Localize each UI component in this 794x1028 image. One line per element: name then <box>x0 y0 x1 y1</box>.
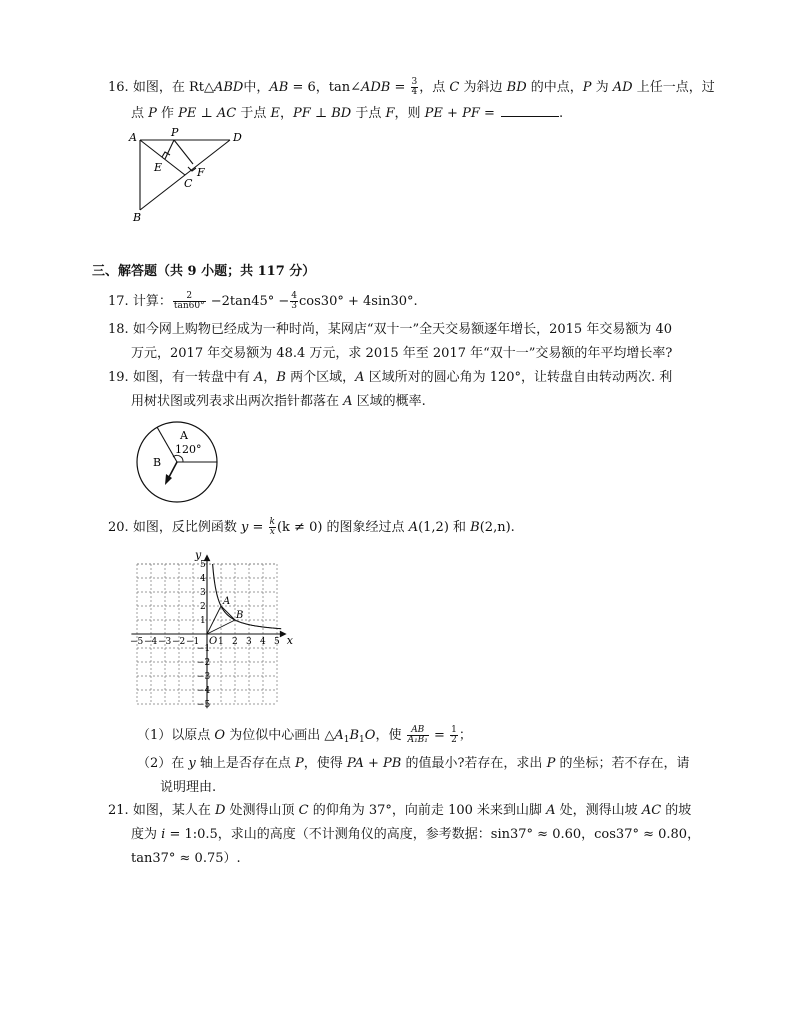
label-A: A <box>129 131 137 144</box>
q20-fraction-k-x: $\frac{k}{x}$ <box>269 517 275 537</box>
y-tick-label: −3 <box>197 672 211 682</box>
label-C: C <box>184 177 193 190</box>
y-tick-label: 3 <box>200 588 206 598</box>
spinner-angle: 120° <box>175 443 202 456</box>
q17-fraction-2: $\frac{4}{3}$ <box>291 291 298 311</box>
spinner-label-B: B <box>153 456 162 469</box>
q19-spinner-figure <box>135 420 219 504</box>
y-tick-label: −4 <box>197 686 211 696</box>
y-tick-label: 1 <box>200 616 206 626</box>
q20-coordinate-graph <box>130 548 305 710</box>
q16-triangle-figure <box>125 126 255 226</box>
y-tick-label: 2 <box>200 602 206 612</box>
y-axis-label: y <box>195 548 202 562</box>
x-axis-label: x <box>286 634 294 647</box>
q16-line-2: 点 P 作 PE ⊥ AC 于点 E，PF ⊥ BD 于点 F，则 PE + PF = . <box>131 106 564 121</box>
q18-line-2: 万元，2017 年交易额为 48.4 万元，求 2015 年至 2017 年“双十一”交易额的年平均增长率? <box>131 346 673 361</box>
label-B: B <box>133 211 142 224</box>
section-title: 三、解答题（共 9 小题；共 117 分） <box>92 264 316 279</box>
q20-number: 20. <box>108 520 129 535</box>
q19-line-1: 19. 如图，有一转盘中有 A，B 两个区域，A 区域所对的圆心角为 120°，让转盘自由转动两次. 利 <box>108 370 673 385</box>
q17-number: 17. <box>108 294 129 309</box>
q20-line: 20. 如图，反比例函数 y = $\frac{k}{x}$ (k ≠ 0) 的图象经过点 A(1,2) 和 B(2,n). <box>108 517 515 537</box>
q20-ratio-fraction: $\frac{AB}{\text{A₁B₁}}$ <box>407 725 428 745</box>
x-tick-label: 4 <box>260 637 266 647</box>
q21-line-3: tan37° ≈ 0.75）. <box>131 851 241 866</box>
label-D: D <box>233 131 242 144</box>
x-tick-label: −3 <box>158 637 172 647</box>
q21-line-1: 21. 如图，某人在 D 处测得山顶 C 的仰角为 37°，向前走 100 米来到山脚 A 处，测得山坡 AC 的坡 <box>108 803 692 818</box>
x-tick-label: 5 <box>274 637 280 647</box>
y-tick-label: −5 <box>197 700 211 710</box>
q18-number: 18. <box>108 322 129 337</box>
answer-blank <box>501 104 559 117</box>
q19-line-2: 用树状图或列表求出两次指针都落在 A 区域的概率. <box>131 394 426 409</box>
label-F: F <box>197 166 205 179</box>
q20-sub1: （1）以原点 O 为位似中心画出 $\triangle A_1B_1O$，使 $\frac{AB}{\text{A₁B₁}}$ = $\frac{1}{2}$ ； <box>137 725 472 745</box>
q21-number: 21. <box>108 803 129 818</box>
q16-line-1: 16. 如图，在 Rt△ABD中，AB = 6，tan∠ADB = $\frac{3}{4}$ ，点 C 为斜边 BD 的中点，P 为 AD 上任一点，过 <box>108 77 715 97</box>
x-tick-label: −5 <box>130 637 144 647</box>
spinner-label-A: A <box>180 429 188 442</box>
x-tick-label: 3 <box>246 637 252 647</box>
q20-sub2-line-2: 说明理由. <box>160 780 217 795</box>
x-axis-arrow <box>280 632 285 637</box>
origin-label: O <box>209 636 218 647</box>
x-tick-label: −4 <box>144 637 158 647</box>
q20-half-fraction: $\frac{1}{2}$ <box>451 725 457 745</box>
q19-number: 19. <box>108 370 129 385</box>
x-tick-label: 2 <box>232 637 238 647</box>
segment-AB <box>221 606 235 620</box>
segment-OB <box>207 620 235 634</box>
label-E: E <box>154 161 163 174</box>
y-tick-label: 5 <box>200 560 206 570</box>
x-tick-label: 1 <box>218 637 224 647</box>
x-tick-label: −2 <box>172 637 186 647</box>
point-B-label: B <box>236 610 244 621</box>
q21-line-2: 度为 i = 1:0.5，求山的高度（不计测角仪的高度，参考数据：sin37° ≈ 0.60，cos37° ≈ 0.80， <box>131 827 701 842</box>
point-A-label: A <box>223 596 231 607</box>
q16-number: 16. <box>108 80 129 95</box>
q16-fraction: $\frac{3}{4}$ <box>411 77 418 97</box>
q20-sub2-line-1: （2）在 y 轴上是否存在点 P，使得 PA + PB 的值最小?若存在，求出 P 的坐标；若不存在，请 <box>137 756 690 771</box>
y-tick-label: −1 <box>197 644 211 654</box>
label-P: P <box>171 126 179 139</box>
q17-line: 17. 计算： $\frac{2}{\tan 60^\circ}$ −2tan45° − $\frac{4}{3}$ cos30° + 4sin30°. <box>108 291 418 311</box>
q17-fraction-1: $\frac{2}{\tan 60^\circ}$ <box>173 291 205 311</box>
y-tick-label: −2 <box>197 658 211 668</box>
q18-line-1: 18. 如今网上购物已经成为一种时尚，某网店“双十一”全天交易额逐年增长，2015 年交易额为 40 <box>108 322 673 337</box>
y-tick-label: 4 <box>200 574 206 584</box>
x-tick-label: −1 <box>186 637 200 647</box>
